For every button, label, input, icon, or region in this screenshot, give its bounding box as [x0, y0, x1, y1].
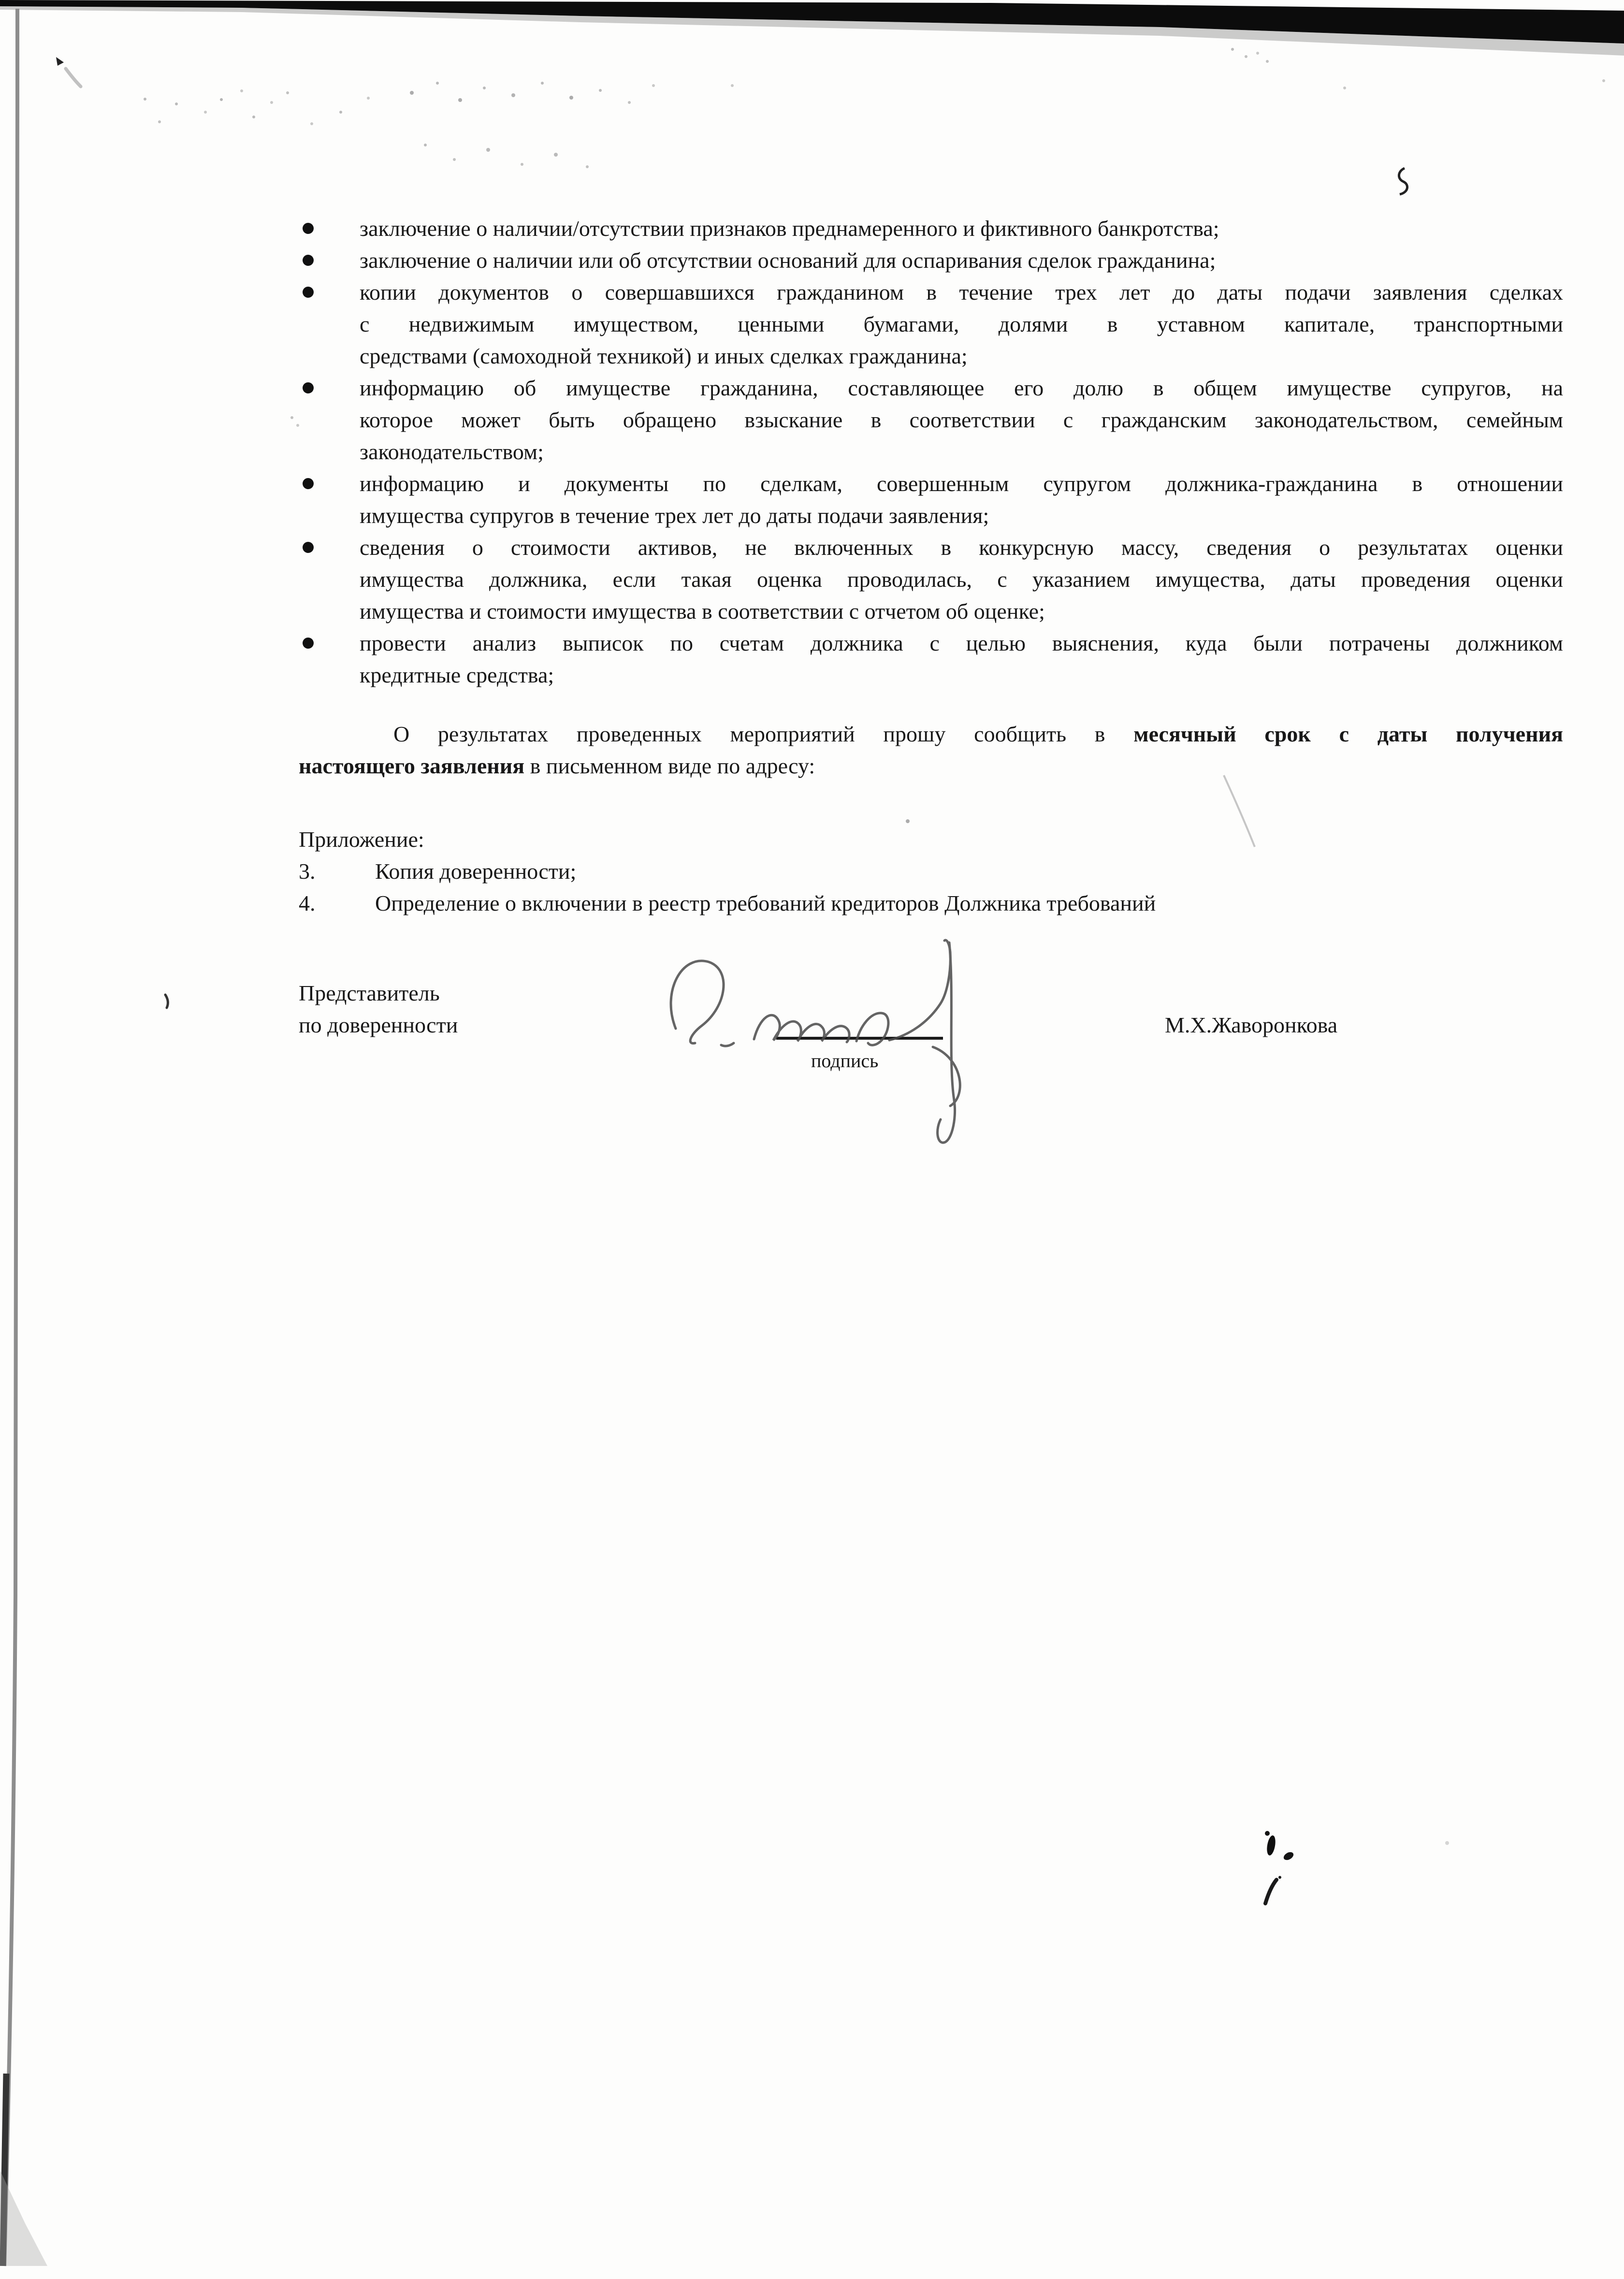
bullet-line: заключение о наличии/отсутствии признаков преднамеренного и фиктивного банкротства;	[360, 216, 1219, 241]
request-paragraph	[299, 718, 1563, 782]
bullet-item	[299, 276, 1563, 372]
request-text: в письменном виде по адресу:	[524, 754, 815, 778]
bullet-line: сведения о стоимости активов, не включенных в конкурсную массу, сведения о результатах оценки	[360, 535, 1563, 560]
bullet-line: имущества и стоимости имущества в соответствии с отчетом об оценке;	[360, 599, 1045, 624]
bullet-line: информацию и документы по сделкам, совершенным супругом должника-гражданина в отношении	[360, 471, 1563, 496]
bullet-list	[299, 213, 1563, 691]
scan-edge-left	[0, 9, 47, 2266]
deadline-phrase-bold: месячный срок с даты получения	[1133, 722, 1563, 746]
bullet-line: имущества супругов в течение трех лет до даты подачи заявления;	[360, 503, 989, 528]
bullet-line: законодательством;	[360, 439, 544, 464]
attachments-heading: Приложение:	[299, 827, 424, 852]
request-text: О результатах проведенных мероприятий прошу сообщить в	[393, 722, 1134, 746]
bullet-item	[299, 468, 1563, 532]
signature-role-line2: по доверенности	[299, 1013, 458, 1037]
document-body	[299, 213, 1563, 1185]
bullet-dot-icon	[303, 478, 314, 489]
bullet-line: с недвижимым имуществом, ценными бумагами, долями в уставном капитале, транспортными	[360, 312, 1563, 336]
scan-edge-top	[0, 0, 1624, 56]
attachment-number: 3.	[299, 859, 316, 884]
deadline-phrase-bold: настоящего заявления	[299, 754, 525, 778]
bullet-line: которое может быть обращено взыскание в соответствии с гражданским законодательством, семейным	[360, 407, 1563, 432]
bullet-item	[299, 245, 1563, 276]
bullet-item	[299, 532, 1563, 627]
bullet-line: средствами (самоходной техникой) и иных сделках гражданина;	[360, 344, 968, 368]
bullet-item	[299, 372, 1563, 468]
attachment-text: Копия доверенности;	[375, 859, 577, 884]
bullet-dot-icon	[303, 223, 314, 234]
bullet-line: копии документов о совершавшихся гражданином в течение трех лет до даты подачи заявления сделках	[360, 280, 1563, 305]
signature-block	[299, 977, 1563, 1185]
signature-caption: подпись	[811, 1050, 879, 1072]
bullet-line: заключение о наличии или об отсутствии оснований для оспаривания сделок гражданина;	[360, 248, 1216, 273]
signatory-name: М.Х.Жаворонкова	[1165, 1013, 1338, 1037]
ink-specks-bottom-right	[1265, 1831, 1449, 1903]
signature-role-line1: Представитель	[299, 981, 440, 1005]
bullet-dot-icon	[303, 542, 314, 553]
attachment-text: Определение о включении в реестр требований кредиторов Должника требований	[375, 891, 1156, 915]
bullet-item	[299, 627, 1563, 691]
bullet-dot-icon	[303, 382, 314, 393]
ink-tick-left-margin	[165, 995, 168, 1008]
signature-role	[299, 977, 458, 1041]
attachment-number: 4.	[299, 891, 316, 915]
bullet-line: информацию об имуществе гражданина, составляющее его долю в общем имуществе супругов, на	[360, 376, 1563, 400]
request-paragraph-line	[299, 750, 1563, 782]
bullet-line: провести анализ выписок по счетам должника с целью выяснения, куда были потрачены должником	[360, 631, 1563, 655]
attachments-section	[299, 824, 1563, 919]
attachment-item	[299, 887, 1563, 919]
ink-squiggle-right-margin	[1399, 168, 1407, 194]
bullet-dot-icon	[303, 287, 314, 298]
signature-line	[776, 1037, 943, 1040]
bullet-dot-icon	[303, 638, 314, 649]
attachment-item	[299, 856, 1563, 887]
bullet-dot-icon	[303, 255, 314, 266]
bullet-line: имущества должника, если такая оценка проводилась, с указанием имущества, даты проведения оценки	[360, 567, 1563, 592]
pen-mark-top-left	[56, 57, 81, 87]
request-paragraph-line	[299, 718, 1563, 750]
bullet-item	[299, 213, 1563, 245]
bullet-line: кредитные средства;	[360, 663, 554, 687]
